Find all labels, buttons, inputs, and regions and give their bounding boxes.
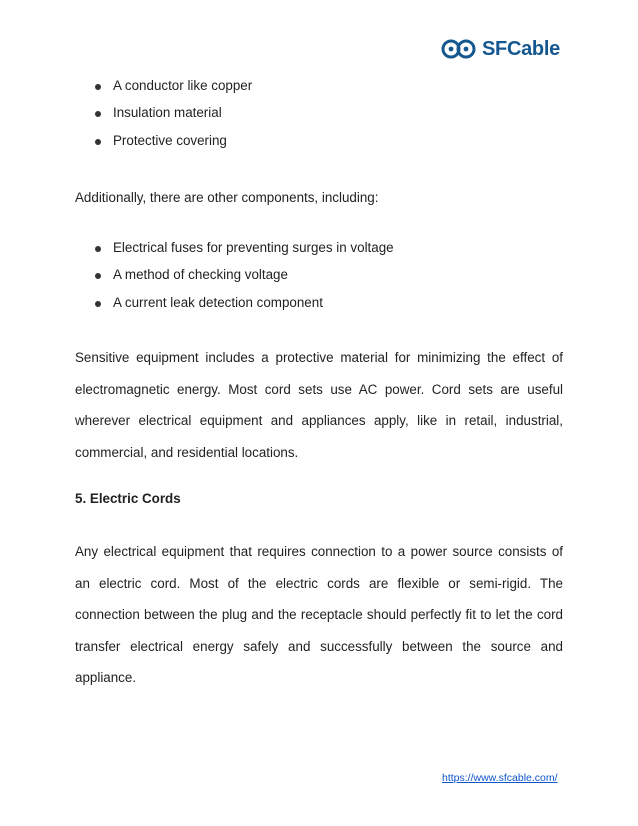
- other-components-list: [95, 240, 394, 322]
- bullet-icon: [95, 139, 101, 145]
- list-item: A current leak detection component: [95, 295, 394, 322]
- electric-cords-paragraph: Any electrical equipment that requires connection to a power source consists of an electric cord. Most of the electric cords are flexible or semi-rigid. The connection between the plug and the receptacle should perfectly fit to let the cord transfer electrical energy safely and successfully between the source and appliance.: [75, 544, 563, 685]
- list-item: A conductor like copper: [95, 78, 252, 105]
- list-item: Insulation material: [95, 105, 252, 132]
- list-item: Protective covering: [95, 133, 252, 160]
- section-heading: 5. Electric Cords: [75, 491, 181, 506]
- logo-text: SFCable: [482, 37, 560, 60]
- bullet-icon: [95, 246, 101, 252]
- sensitive-equipment-paragraph: Sensitive equipment includes a protective material for minimizing the effect of electromagnetic energy. Most cord sets use AC power. Cord sets are useful wherever electrical equipment and appliances apply, like in retail, industrial, commercial, and residential locations.: [75, 350, 563, 460]
- sfcable-logo: [440, 36, 560, 62]
- sfcable-logo-icon: [440, 36, 478, 62]
- list-item: A method of checking voltage: [95, 267, 394, 294]
- bullet-icon: [95, 111, 101, 117]
- bullet-icon: [95, 84, 101, 90]
- bullet-icon: [95, 301, 101, 307]
- component-list: [95, 78, 252, 160]
- list-item: Electrical fuses for preventing surges in voltage: [95, 240, 394, 267]
- website-link[interactable]: https://www.sfcable.com/: [442, 772, 558, 784]
- bullet-icon: [95, 273, 101, 279]
- intro-paragraph: Additionally, there are other components, including:: [75, 190, 379, 205]
